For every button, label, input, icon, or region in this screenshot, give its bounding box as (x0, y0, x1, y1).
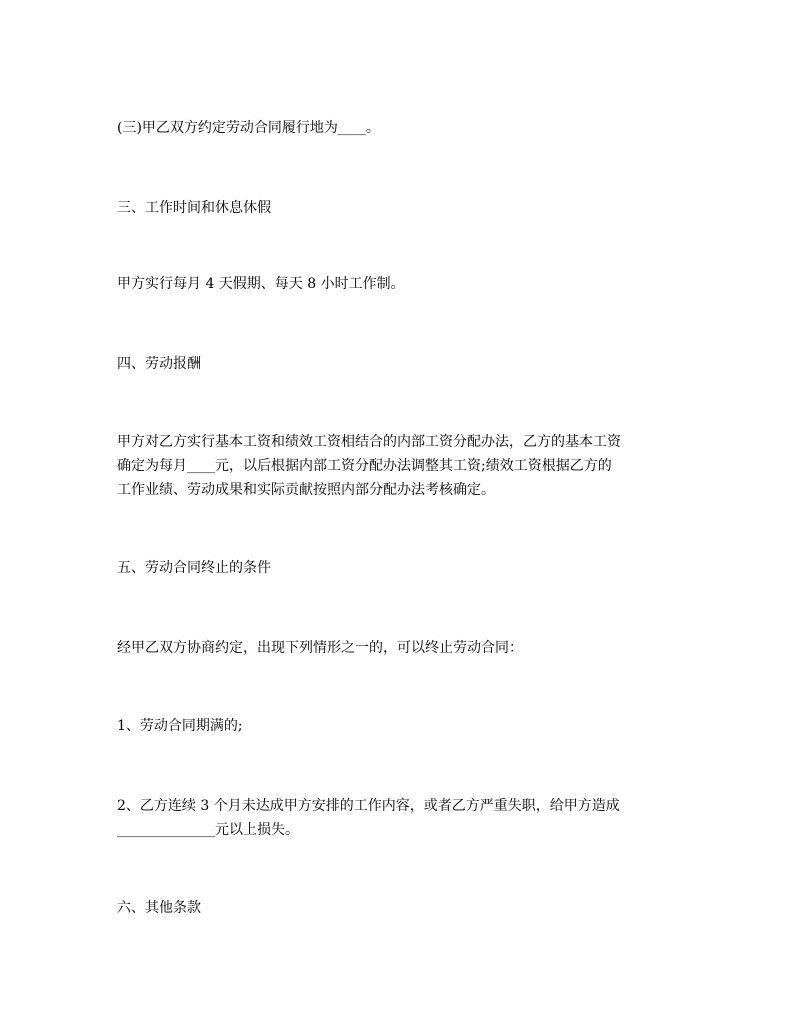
section-heading-remuneration: 四、劳动报酬 (117, 356, 201, 372)
clause-termination-intro: 经甲乙双方协商约定，出现下列情形之一的，可以终止劳动合同： (117, 640, 523, 656)
clause-termination-item-1: 1、劳动合同期满的; (117, 718, 243, 734)
clause-termination-item-2-line-2: ______________元以上损失。 (117, 822, 299, 838)
clause-salary-line-3: 工作业绩、劳动成果和实际贡献按照内部分配办法考核确定。 (117, 482, 495, 498)
section-heading-other-terms: 六、其他条款 (117, 900, 201, 916)
clause-salary (117, 430, 687, 502)
clause-salary-line-2: 确定为每月____元，以后根据内部工资分配办法调整其工资;绩效工资根据乙方的 (117, 458, 612, 474)
clause-termination-item-2-line-1: 2、乙方连续 3 个月未达成甲方安排的工作内容，或者乙方严重失职，给甲方造成 (117, 798, 620, 814)
section-heading-working-hours: 三、工作时间和休息休假 (117, 200, 271, 216)
clause-termination-item-2 (117, 794, 687, 842)
clause-salary-line-1: 甲方对乙方实行基本工资和绩效工资相结合的内部工资分配办法，乙方的基本工资 (117, 434, 621, 450)
clause-working-schedule: 甲方实行每月 4 天假期、每天 8 小时工作制。 (117, 276, 405, 292)
clause-performance-location: (三)甲乙双方约定劳动合同履行地为____。 (117, 120, 380, 136)
section-heading-termination: 五、劳动合同终止的条件 (117, 560, 271, 576)
